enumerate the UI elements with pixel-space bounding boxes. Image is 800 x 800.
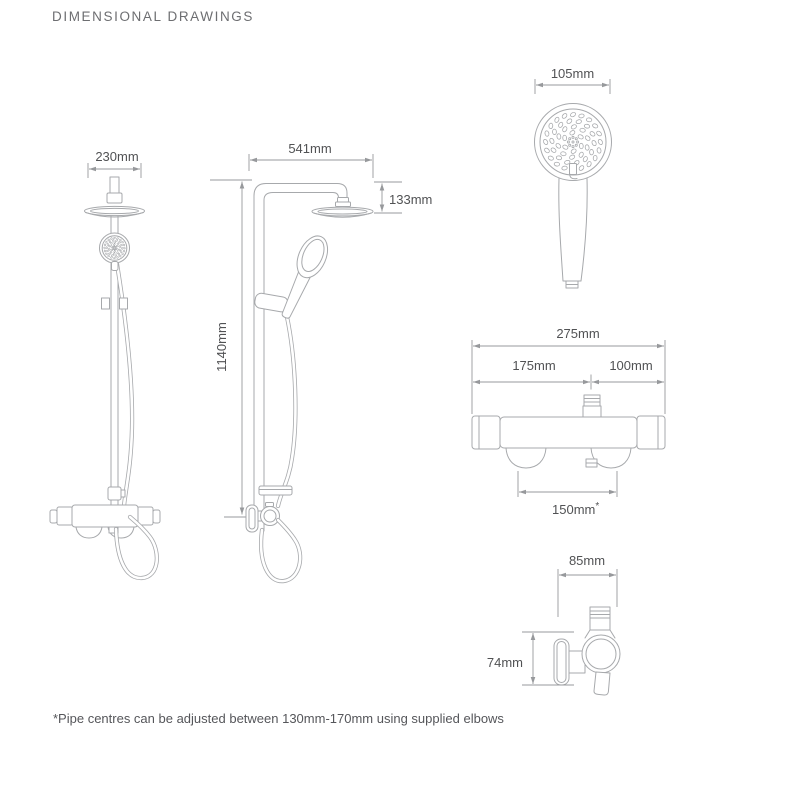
dim-label-reach: 541mm [288,141,332,156]
valve-inlet-lobes [76,527,134,538]
dim-label-valve-width: 275mm [556,326,600,341]
dim-label-height: 1140mm [214,322,229,372]
page-title: DIMENSIONAL DRAWINGS [52,9,255,24]
riser-arm-inner [264,193,339,532]
dim-label-left-of-outlet: 175mm [512,358,556,373]
footnote: *Pipe centres can be adjusted between 130mm-170mm using supplied elbows [53,711,504,726]
handset-detail-drawing [535,66,612,288]
dim-label-handset-diameter: 105mm [550,66,595,81]
valve-handle-right [637,416,665,449]
dim-label-right-of-outlet: 100mm [609,358,653,373]
valve-knob-side [261,507,280,526]
valve-body [500,417,637,448]
wall-bracket-right [120,298,128,309]
inlet-collar [107,193,122,203]
handset-handle [559,178,587,281]
dim-label-pipe-centres: 150mm* [552,501,600,517]
wall-bracket-left [102,298,110,309]
valve-handle-left [472,416,500,449]
valve-body-side [582,635,620,673]
valve-inlet-lobes [506,448,631,468]
valve-wall-plate [554,639,569,685]
handset-clip [570,164,577,175]
valve-wall-plate-side [246,505,258,532]
riser-arm-outer [254,184,347,532]
valve-outlet-pipe [584,395,600,406]
rail-shelf [259,486,292,495]
valve-body-front [72,505,138,527]
valve-bottom-outlet-side [594,672,610,695]
dim-label-head-drop: 133mm [389,192,433,207]
valve-handle-left [57,507,73,525]
dim-label-valve-depth: 85mm [568,553,606,568]
valve-side-drawing [487,553,620,695]
dim-label-valve-height: 74mm [486,655,523,670]
ceiling-inlet-pipe [110,177,119,193]
rail-slider [108,487,121,500]
column-front-drawing [50,149,160,578]
dim-extension-lines [88,163,141,178]
valve-handle-right [137,507,153,525]
hose-clip [112,262,119,271]
column-side-drawing [210,141,432,581]
dim-label-head-width: 230mm [95,149,139,164]
valve-front-drawing [472,326,665,517]
head-connector [336,202,351,207]
